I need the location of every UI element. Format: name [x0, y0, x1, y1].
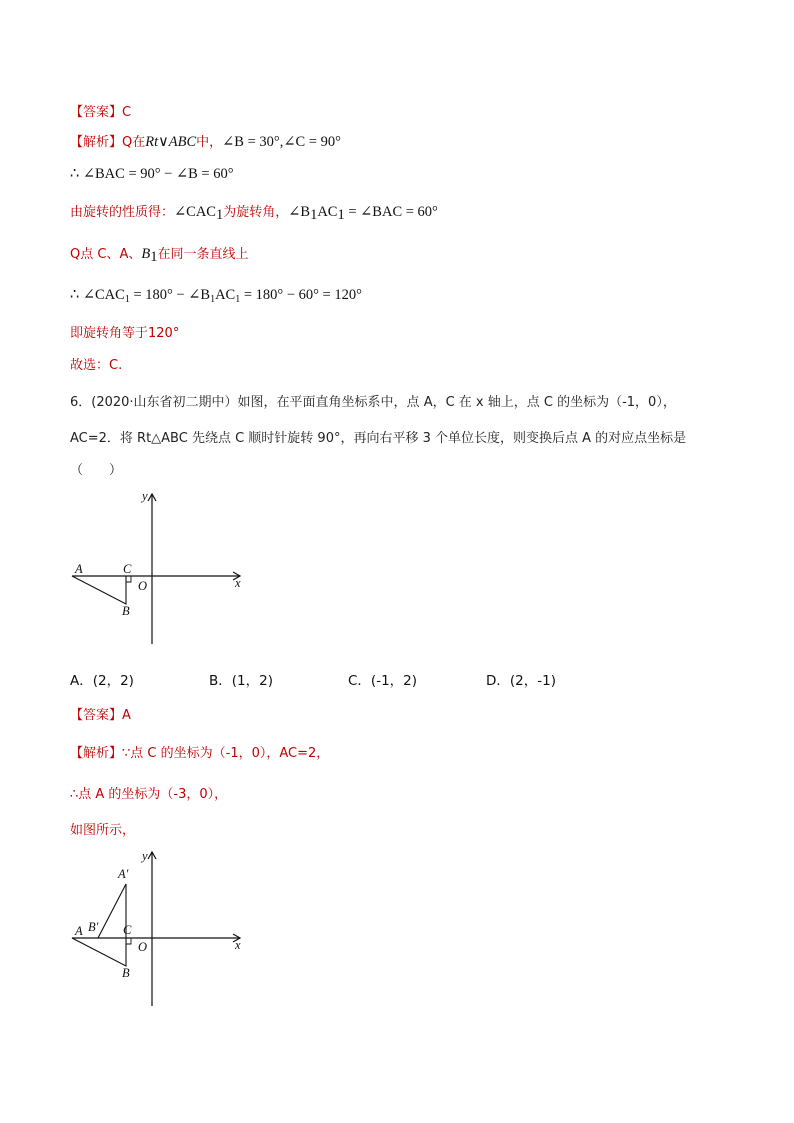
figure-1-coordinate-diagram	[60, 484, 260, 654]
label-b: B	[122, 966, 130, 980]
analysis1-line7: 故选：C.	[70, 358, 123, 373]
label-c: C	[123, 562, 132, 576]
right-angle-mark	[126, 576, 131, 582]
analysis2-tag: 【解析】	[70, 746, 123, 761]
label-y: y	[142, 489, 148, 503]
label-b-prime: B′	[88, 920, 99, 934]
answer-line-1	[70, 103, 131, 122]
analysis1-line4: Q点 C、A、$B_1$在同一条直线上	[70, 246, 249, 265]
analysis1-line5: ∴ $\angle CAC_1 = 180^\circ$ − $\angle B_1AC_1 = 180^\circ - 60^\circ = 120^\circ$	[70, 287, 362, 305]
label-x: x	[235, 938, 241, 952]
question6-line1: 6．(2020·山东省初二期中）如图，在平面直角坐标系中，点 A，C 在 x 轴上，点 C 的坐标为（-1，0），	[70, 395, 676, 410]
analysis1-line2: ∴ ∠BAC = 90° − ∠B = 60°	[70, 166, 234, 182]
label-x: x	[235, 576, 241, 590]
option-a: A．(2，2)	[70, 673, 134, 689]
answer2-tag: 【答案】	[70, 708, 123, 723]
analysis1-line3: 由旋转的性质得：$\angle CAC_1$为旋转角，$\angle B_1AC_1$ = ∠BAC = 60°	[70, 204, 438, 223]
label-b: B	[122, 604, 130, 618]
analysis2-line3: 如图所示，	[70, 823, 136, 838]
answer2-value: A	[122, 708, 131, 723]
label-a-prime: A′	[118, 867, 129, 881]
label-o: O	[138, 940, 148, 954]
triangle-rotated	[98, 884, 126, 938]
option-b: B．(1，2)	[209, 673, 273, 689]
question6-line3: （ ）	[70, 463, 123, 478]
figure-2-coordinate-diagram	[60, 846, 260, 1016]
analysis2-line2: ∴点 A 的坐标为（-3，0），	[70, 787, 228, 802]
option-d: D．(2，-1)	[486, 673, 556, 689]
answer-tag: 【答案】	[70, 105, 123, 120]
answer-value: C	[122, 105, 132, 120]
label-a: A	[75, 562, 83, 576]
answer-line-2	[70, 706, 131, 725]
triangle-abc	[72, 938, 126, 966]
label-o: O	[138, 579, 148, 593]
triangle-abc	[72, 576, 126, 604]
label-y: y	[142, 849, 148, 863]
analysis1-line1: 【解析】Q在Rt∨ABC中，∠B = 30°,∠C = 90°	[70, 134, 341, 150]
label-c: C	[123, 923, 132, 937]
question6-line2: AC=2．将 Rt△ABC 先绕点 C 顺时针旋转 90°，再向右平移 3 个单位长度，则变换后点 A 的对应点坐标是	[70, 431, 687, 446]
option-c: C．(-1，2)	[348, 673, 418, 689]
right-angle-mark	[126, 938, 131, 944]
label-a: A	[75, 924, 83, 938]
analysis1-line6: 即旋转角等于120°	[70, 326, 180, 341]
analysis-tag: 【解析】	[70, 135, 123, 150]
analysis2-line1: 【解析】∵点 C 的坐标为（-1，0），AC=2，	[70, 746, 330, 761]
